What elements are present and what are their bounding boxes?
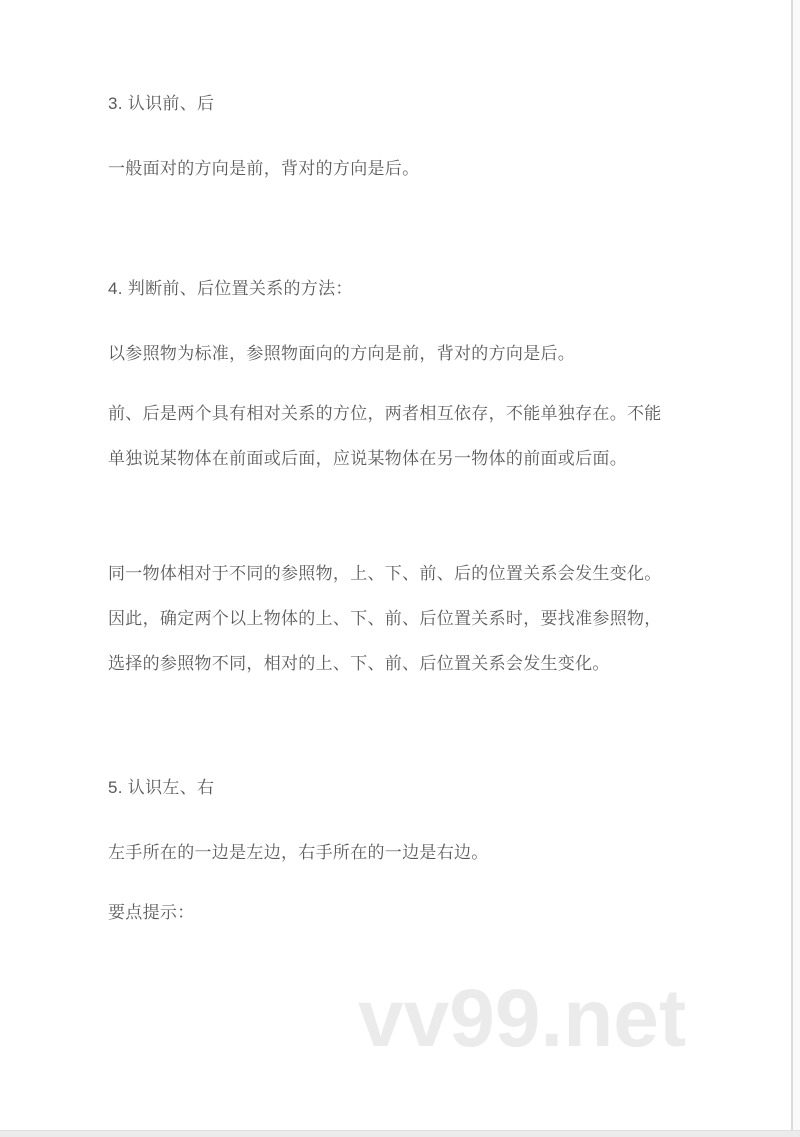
tips-label: 要点提示： (108, 903, 195, 922)
section-heading-front-back: 3. 认识前、后 (108, 94, 215, 113)
relative-note-line-2: 单独说某物体在前面或后面，应说某物体在另一物体的前面或后面。 (108, 449, 627, 468)
reference-note-line-2: 因此，确定两个以上物体的上、下、前、后位置关系时，要找准参照物， (108, 609, 662, 628)
section-heading-method: 4. 判断前、后位置关系的方法： (108, 279, 353, 298)
reference-note-line-3: 选择的参照物不同，相对的上、下、前、后位置关系会发生变化。 (108, 654, 610, 673)
section-heading-left-right: 5. 认识左、右 (108, 778, 215, 797)
left-right-definition: 左手所在的一边是左边，右手所在的一边是右边。 (108, 843, 489, 862)
page-bottom-gap (0, 1130, 800, 1137)
document-text-column (108, 0, 748, 935)
reference-note-line-1: 同一物体相对于不同的参照物，上、下、前、后的位置关系会发生变化。 (108, 564, 662, 583)
relative-note-line-1: 前、后是两个具有相对关系的方位，两者相互依存，不能单独存在。不能 (108, 404, 662, 423)
watermark: vv99.net (358, 973, 687, 1064)
method-rule: 以参照物为标准，参照物面向的方向是前，背对的方向是后。 (108, 344, 576, 363)
front-back-definition: 一般面对的方向是前，背对的方向是后。 (108, 159, 420, 178)
